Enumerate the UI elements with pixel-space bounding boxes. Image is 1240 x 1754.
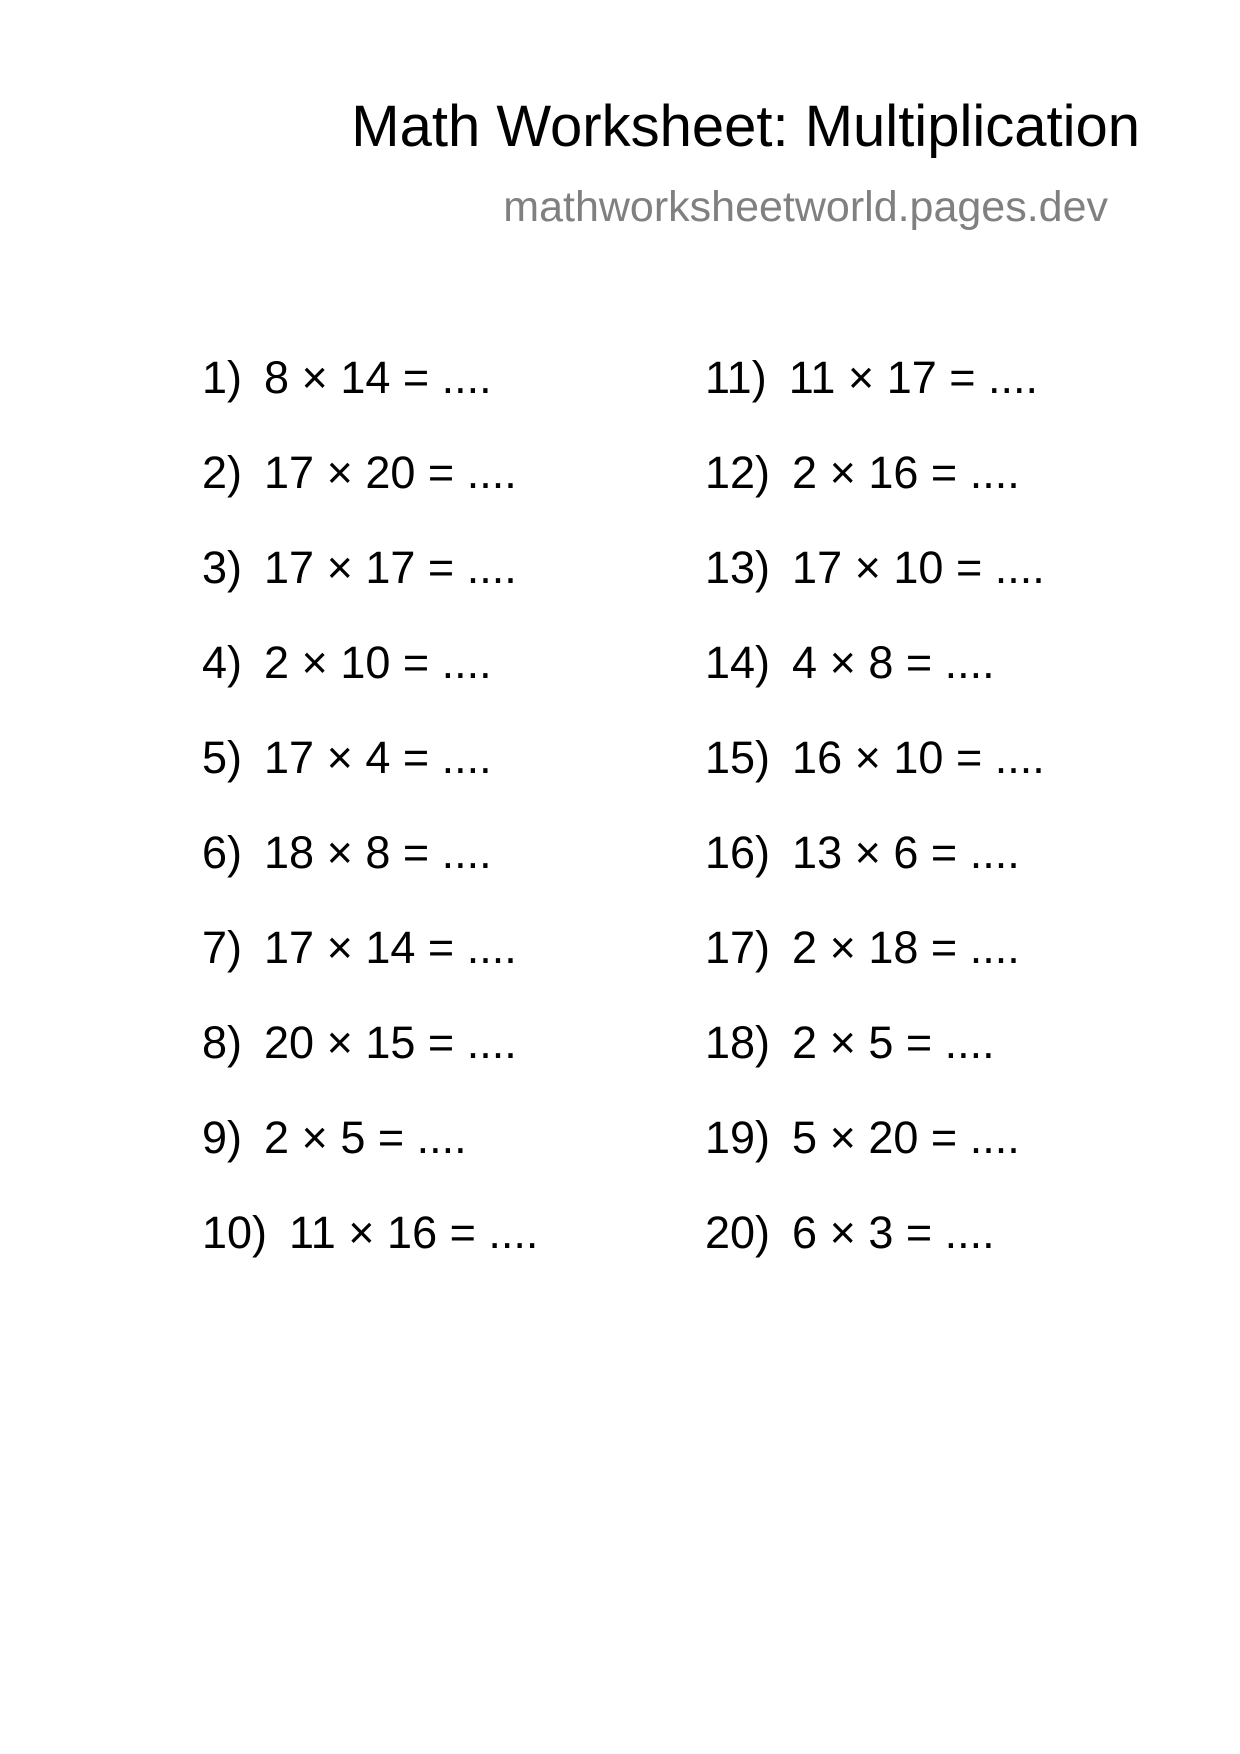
problem-expression: 16 × 10 = .... [792, 732, 1045, 783]
problem-expression: 2 × 5 = .... [264, 1112, 467, 1163]
problem-expression: 2 × 16 = .... [792, 447, 1020, 498]
problem-item [202, 922, 538, 1020]
problem-expression: 17 × 4 = .... [264, 732, 492, 783]
problem-number: 10) [202, 1207, 268, 1258]
problem-expression: 5 × 20 = .... [792, 1112, 1020, 1163]
problem-number: 12) [705, 447, 771, 498]
problem-expression: 17 × 17 = .... [264, 542, 517, 593]
problem-item [202, 827, 538, 925]
problem-item [202, 1207, 539, 1305]
problem-number: 13) [705, 542, 771, 593]
problem-number: 16) [705, 827, 771, 878]
problem-item [202, 447, 538, 545]
problem-number: 7) [202, 922, 243, 973]
problem-item [705, 1017, 1045, 1115]
problem-expression: 13 × 6 = .... [792, 827, 1020, 878]
problem-item [705, 542, 1045, 640]
problem-item [705, 447, 1045, 545]
problem-number: 17) [705, 922, 771, 973]
problem-item [705, 1112, 1045, 1210]
problem-expression: 2 × 5 = .... [792, 1017, 995, 1068]
problem-expression: 8 × 14 = .... [264, 352, 492, 403]
problem-item [202, 542, 538, 640]
problem-expression: 11 × 16 = .... [289, 1207, 539, 1258]
problem-expression: 17 × 10 = .... [792, 542, 1045, 593]
problem-item [202, 1112, 538, 1210]
problem-expression: 11 × 17 = .... [788, 352, 1039, 403]
problem-number: 15) [705, 732, 771, 783]
problem-number: 20) [705, 1207, 771, 1258]
problem-number: 4) [202, 637, 243, 688]
problem-item [705, 637, 1045, 735]
website-url: mathworksheetworld.pages.dev [503, 183, 1108, 231]
problems-column-left [202, 352, 539, 1305]
problem-expression: 4 × 8 = .... [792, 637, 995, 688]
problem-number: 1) [202, 352, 243, 403]
problem-expression: 17 × 20 = .... [264, 447, 517, 498]
problem-number: 8) [202, 1017, 243, 1068]
problem-number: 19) [705, 1112, 771, 1163]
problem-item [705, 1207, 1045, 1305]
problem-item [202, 1017, 538, 1115]
problem-number: 2) [202, 447, 243, 498]
problem-number: 5) [202, 732, 243, 783]
problem-item [705, 827, 1045, 925]
problem-item [705, 352, 1045, 450]
worksheet-title: Math Worksheet: Multiplication [351, 94, 1140, 159]
problem-number: 18) [705, 1017, 771, 1068]
problem-expression: 2 × 10 = .... [264, 637, 492, 688]
problems-column-right [705, 352, 1045, 1305]
problem-expression: 6 × 3 = .... [792, 1207, 995, 1258]
problem-number: 3) [202, 542, 243, 593]
problem-number: 11) [705, 352, 767, 403]
problem-number: 14) [705, 637, 771, 688]
problem-item [202, 732, 538, 830]
problem-expression: 20 × 15 = .... [264, 1017, 517, 1068]
problem-number: 9) [202, 1112, 243, 1163]
problem-expression: 18 × 8 = .... [264, 827, 492, 878]
problem-number: 6) [202, 827, 243, 878]
problem-expression: 17 × 14 = .... [264, 922, 517, 973]
problem-item [705, 732, 1045, 830]
problem-item [705, 922, 1045, 1020]
problem-expression: 2 × 18 = .... [792, 922, 1020, 973]
problem-item [202, 637, 538, 735]
problem-item [202, 352, 538, 450]
